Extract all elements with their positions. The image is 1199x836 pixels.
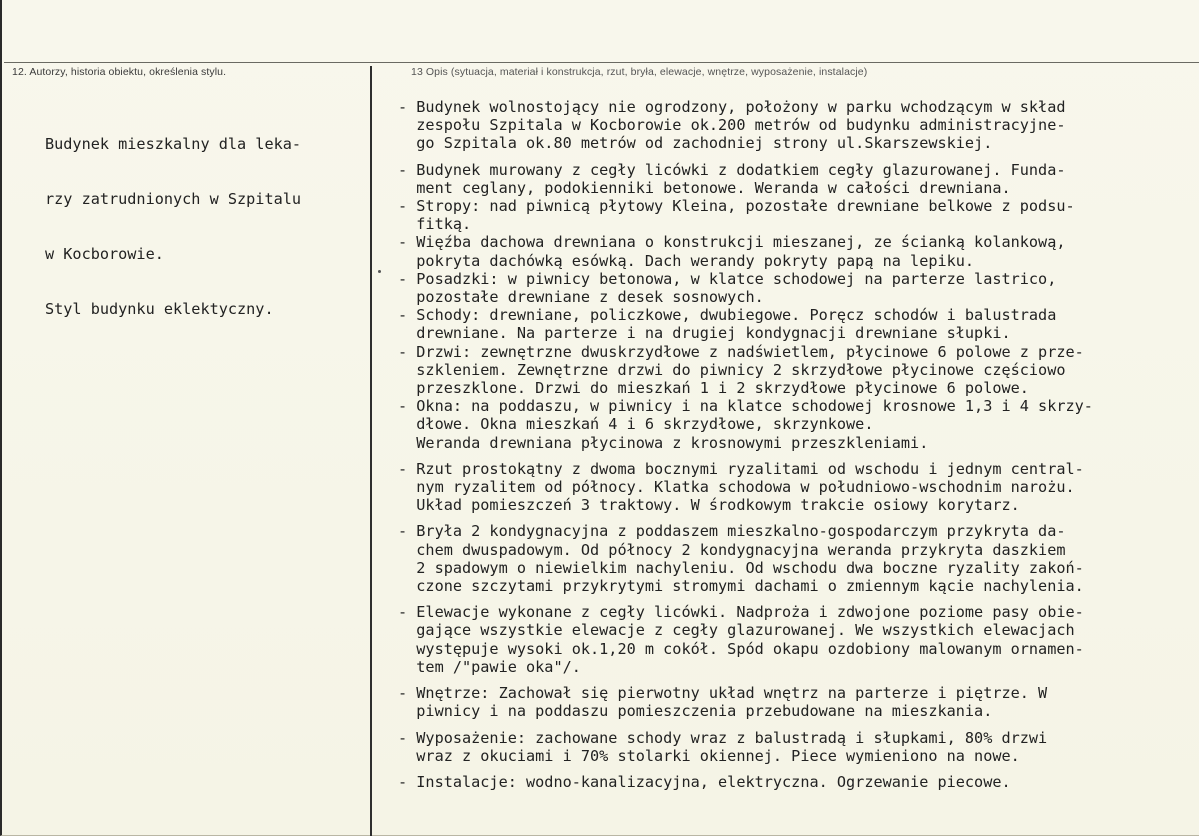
text-line: - Stropy: nad piwnicą płytowy Kleina, pozostałe drewniane belkowe z podsu- (398, 197, 1075, 216)
description-entry-windows (398, 397, 1178, 452)
text-line: fitką. (398, 215, 472, 234)
text-line: Weranda drewniana płycinowa z krosnowymi przeszkleniami. (398, 433, 929, 452)
text-line: rzy zatrudnionych w Szpitalu (45, 190, 302, 209)
text-line: Układ pomieszczeń 3 traktowy. W środkowym trakcie osiowy korytarz. (398, 496, 1020, 515)
description-entry-installations (398, 773, 1178, 791)
text-line: - Wnętrze: Zachował się pierwotny układ wnętrz na parterze i piętrze. W (398, 684, 1048, 703)
text-line: pokryta dachówką esówką. Dach werandy pokryty papą na lepiku. (398, 251, 975, 270)
text-line: dłowe. Okna mieszkań 4 i 6 skrzydłowe, skrzynkowe. (398, 415, 874, 434)
header-divider (4, 62, 1199, 63)
description-entry-ceilings (398, 197, 1178, 233)
text-line: - Budynek murowany z cegły licówki z dodatkiem cegły glazurowanej. Funda- (398, 160, 1066, 179)
text-line: tem /"pawie oka"/. (398, 657, 581, 676)
text-line: wraz z okuciami i 70% stolarki okiennej. Piece wymieniono na nowe. (398, 746, 1020, 765)
text-line: - Okna: na poddaszu, w piwnicy i na klatce schodowej krosnowe 1,3 i 4 skrzy- (398, 397, 1093, 416)
description-entry-doors (398, 343, 1178, 398)
column-divider (370, 66, 372, 836)
text-line: chem dwuspadowym. Od północy 2 kondygnacyjna weranda przykryta daszkiem (398, 540, 1066, 559)
ink-speck (378, 270, 381, 273)
description-entry-massing (398, 522, 1178, 595)
description-entry-plan (398, 460, 1178, 515)
description-entry-roof-truss (398, 233, 1178, 269)
text-line: przeszklone. Drzwi do mieszkań 1 i 2 skrzydłowe płycinowe 6 polowe. (398, 379, 1029, 398)
text-line: gające wszystkie elewacje z cegły glazurowanej. We wszystkich elewacjach (398, 621, 1075, 640)
text-line: w Kocborowie. (45, 245, 164, 264)
text-line: piwnicy i na poddaszu pomieszczenia przebudowane na mieszkania. (398, 702, 993, 721)
text-line: Budynek mieszkalny dla leka- (45, 134, 302, 153)
description-text (398, 98, 1178, 791)
text-line: występuje wysoki ok.1,20 m cokół. Spód okapu ozdobiony malowanym ornamen- (398, 639, 1084, 658)
text-line: - Posadzki: w piwnicy betonowa, w klatce schodowej na parterze lastrico, (398, 269, 1057, 288)
description-entry-floors (398, 270, 1178, 306)
text-line: Styl budynku eklektyczny. (45, 300, 274, 319)
text-line: 2 spadowym o niewielkim nachyleniu. Od wschodu dwa boczne ryzality zakoń- (398, 558, 1084, 577)
text-line: czone szczytami przykrytymi stromymi dachami o zmiennym kącie nachylenia. (398, 577, 1084, 596)
text-line: - Schody: drewniane, policzkowe, dwubiegowe. Poręcz schodów i balustrada (398, 306, 1057, 325)
text-line: - Bryła 2 kondygnacyjna z poddaszem mieszkalno-gospodarczym przykryta da- (398, 522, 1066, 541)
text-line: - Więźba dachowa drewniana o konstrukcji mieszanej, ze ścianką kolankową, (398, 233, 1066, 252)
text-line: ment ceglany, podokienniki betonowe. Weranda w całości drewniana. (398, 178, 1011, 197)
text-line: - Elewacje wykonane z cegły licówki. Nadproża i zdwojone poziome pasy obie- (398, 603, 1084, 622)
description-entry-stairs (398, 306, 1178, 342)
description-entry-materials (398, 161, 1178, 197)
text-line: - Rzut prostokątny z dwoma bocznymi ryzalitami od wschodu i jednym central- (398, 459, 1084, 478)
text-line: - Wyposażenie: zachowane schody wraz z balustradą i słupkami, 80% drzwi (398, 728, 1048, 747)
authors-history-text (45, 98, 301, 356)
section-13-header: 13 Opis (sytuacja, materiał i konstrukcja, rzut, bryła, elewacje, wnętrze, wyposażenie, instalacje) (411, 66, 868, 78)
text-line: - Instalacje: wodno-kanalizacyjna, elektryczna. Ogrzewanie piecowe. (398, 772, 1011, 791)
text-line: go Szpitala ok.80 metrów od zachodniej strony ul.Skarszewskiej. (398, 134, 993, 153)
text-line: szkleniem. Zewnętrzne drzwi do piwnicy 2 skrzydłowe płycinowe częściowo (398, 360, 1066, 379)
text-line: drewniane. Na parterze i na drugiej kondygnacji drewniane słupki. (398, 324, 1011, 343)
section-12-header: 12. Autorzy, historia obiektu, określenia stylu. (12, 66, 227, 78)
description-entry-elevations (398, 603, 1178, 676)
description-entry-location (398, 98, 1178, 153)
description-entry-interior (398, 684, 1178, 720)
description-entry-fittings (398, 729, 1178, 765)
text-line: zespołu Szpitala w Kocborowie ok.200 metrów od budynku administracyjne- (398, 116, 1066, 135)
text-line: nym ryzalitem od północy. Klatka schodowa w południowo-wschodnim narożu. (398, 478, 1075, 497)
text-line: - Budynek wolnostojący nie ogrodzony, położony w parku wchodzącym w skład (398, 98, 1066, 116)
text-line: pozostałe drewniane z desek sosnowych. (398, 288, 764, 307)
text-line: - Drzwi: zewnętrzne dwuskrzydłowe z nadświetlem, płycinowe 6 polowe z prze- (398, 342, 1084, 361)
